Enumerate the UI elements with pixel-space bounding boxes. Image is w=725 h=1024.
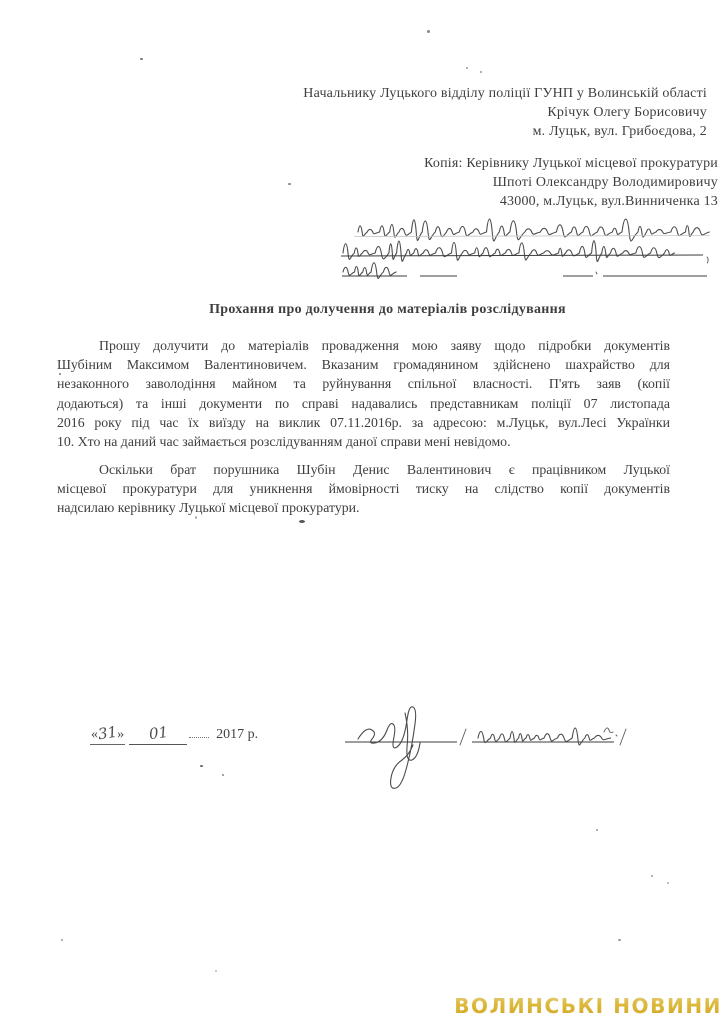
- dot-mark: [596, 272, 597, 274]
- initial-mark: [604, 728, 617, 736]
- body-paragraph-1: [57, 336, 670, 451]
- noise-speck: [195, 516, 197, 519]
- text-line: Копія: Керівнику Луцької місцевої прокуратури: [424, 156, 718, 171]
- news-watermark: ВОЛИНСЬКІ НОВИНИ: [454, 994, 722, 1018]
- text-line: Оскільки брат порушника Шубін Денис Валентинович є працівником Луцької: [99, 462, 670, 477]
- noise-speck: [480, 71, 482, 73]
- date-day-group: [90, 724, 125, 745]
- noise-speck: [299, 520, 305, 523]
- text-line: місцевої прокуратури для уникнення ймовірності тиску на слідство копії документів: [57, 481, 670, 497]
- noise-speck: [61, 939, 63, 941]
- recipient-address: [303, 84, 707, 141]
- text-line: надсилаю керівнику Луцької місцевої прокуратури.: [57, 500, 360, 516]
- noise-speck: [596, 829, 598, 831]
- text-line: 2016 року під час їх виїзду на виклик 07.11.2016р. за адресою: м.Луцьк, вул.Лесі Українки: [57, 414, 670, 430]
- handwriting-stroke: [343, 241, 674, 262]
- text-line: 10. Хто на даний час займається розслідуванням даної справи мені невідомо.: [57, 434, 511, 450]
- note-line-1: [354, 236, 710, 237]
- noise-speck: [667, 882, 669, 884]
- text-line: Начальнику Луцького відділу поліції ГУНП у Волинській області: [303, 86, 707, 101]
- noise-speck: [222, 774, 224, 776]
- handwritten-day: 31: [96, 722, 119, 744]
- noise-speck: [466, 67, 468, 69]
- text-line: Прошу долучити до матеріалів провадження мою заяву щодо підробки документів: [99, 338, 670, 353]
- noise-speck: [200, 765, 203, 767]
- comma-mark: [707, 257, 708, 263]
- noise-speck: [651, 875, 653, 877]
- noise-speck: [288, 183, 291, 185]
- slash-mark: [620, 729, 626, 745]
- text-line: незаконного заволодіння майном та руйнування спільної власності. П'ять заяв (копії: [57, 376, 670, 392]
- noise-speck: [215, 970, 217, 972]
- date-month-blank: [129, 724, 187, 745]
- noise-speck: [140, 58, 143, 60]
- slash-mark: [460, 729, 466, 745]
- text-line: м. Луцьк, вул. Грибоєдова, 2: [532, 124, 707, 139]
- handwritten-month: 01: [147, 722, 169, 744]
- body-paragraph-2: [57, 460, 670, 518]
- handwritten-note: [330, 212, 720, 292]
- text-line: додаються) та інші документи по справі надавались представникам поліції 07 листопада: [57, 395, 670, 411]
- quote-close: »: [117, 727, 125, 742]
- quote-open: «: [91, 727, 98, 742]
- text-line: 43000, м.Луцьк, вул.Винниченка 13: [499, 194, 718, 209]
- signature-area: [338, 690, 638, 795]
- text-line: Крічук Олегу Борисовичу: [547, 105, 707, 120]
- noise-speck: [427, 30, 430, 33]
- document-title: Прохання про долучення до матеріалів розслідування: [209, 302, 566, 317]
- date-year: 2017 р.: [216, 727, 259, 742]
- date-line: [90, 724, 258, 745]
- signature-stroke: [358, 707, 420, 789]
- handwriting-stroke: [358, 219, 709, 241]
- date-dots: [189, 737, 209, 738]
- noise-speck: [618, 939, 621, 941]
- text-line: Шубіним Максимом Валентиновичем. Вказаним громадянином здійснено шахрайство для: [57, 357, 670, 373]
- noise-speck: [59, 373, 61, 375]
- copy-address: [424, 154, 718, 211]
- text-line: Шпоті Олександру Володимировичу: [492, 175, 718, 190]
